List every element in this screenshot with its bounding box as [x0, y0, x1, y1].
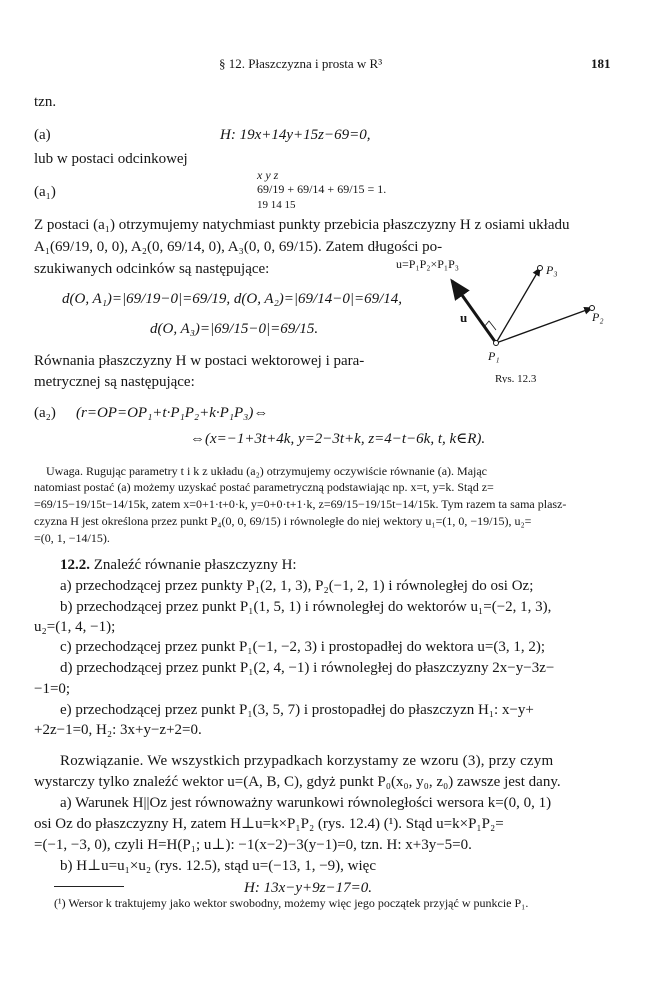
- exercise-d-line-1: d) przechodzącej przez punkt P₁(2, 4, −1) i równoległej do płaszczyzny 2x−y−3z−: [60, 660, 555, 676]
- note-line-5: =(0, 1, −14/15).: [34, 531, 110, 545]
- label-p3: P₃: [546, 263, 558, 277]
- vector-p1p2: [496, 308, 592, 343]
- solution-b-equation: H: 13x−y+9z−17=0.: [244, 880, 372, 896]
- paragraph-2-line-2: metrycznej są następujące:: [34, 374, 195, 390]
- exercise-e-line-2: +2z−1=0, H₂: 3x+y−z+2=0.: [34, 722, 202, 738]
- note-line-4: czyzna H jest określona przez punkt P₄(0, 0, 69/15) i równoległe do niej wektory u₁=(1, 0, −19/15), u₂=: [34, 514, 532, 528]
- exercise-title: Znaleźć równanie płaszczyzny H:: [93, 557, 297, 573]
- exercise-a: a) przechodzącej przez punkty P₁(2, 1, 3), P₂(−1, 2, 1) i równoległej do osi Oz;: [60, 578, 534, 594]
- exercise-b-line-1: b) przechodzącej przez punkt P₁(1, 5, 1) i równoległej do wektorów u₁=(−2, 1, 3),: [60, 599, 552, 615]
- solution-a-line-1: a) Warunek H||Oz jest równoważny warunkowi równoległości wersora k=(0, 0, 1): [60, 795, 552, 811]
- distance-equations-1: d(O, A₁)=|69/19−0|=69/19, d(O, A₂)=|69/14−0|=69/14,: [62, 291, 403, 307]
- exercise-c: c) przechodzącej przez punkt P₁(−1, −2, 3) i prostopadłej do wektora u=(3, 1, 2);: [60, 639, 546, 655]
- eq-a1-numerators: x y z: [257, 168, 279, 182]
- equation-a: H: 19x+14y+15z−69=0,: [220, 127, 371, 143]
- eq-a1-denominators: 19 14 15: [257, 199, 296, 211]
- eq-a-label: (a): [34, 127, 51, 143]
- distance-equation-3: d(O, A₃)=|69/15−0|=69/15.: [150, 321, 319, 337]
- solution-line-1: Rozwiązanie. We wszystkich przypadkach korzystamy ze wzoru (3), przy czym: [60, 753, 554, 769]
- paragraph-1-line-3: szukiwanych odcinków są następujące:: [34, 261, 270, 277]
- text-lub: lub w postaci odcinkowej: [34, 151, 188, 167]
- point-p3: [538, 266, 543, 271]
- exercise-d-line-2: −1=0;: [34, 681, 71, 697]
- running-title: § 12. Płaszczyzna i prosta w R³: [219, 56, 383, 71]
- paragraph-2-line-1: Równania płaszczyzny H w postaci wektorowej i para-: [34, 353, 365, 369]
- exercise-e-line-1: e) przechodzącej przez punkt P₁(3, 5, 7) i prostopadłej do płaszczyzn H₁: x−y+: [60, 702, 534, 718]
- paragraph-1-line-2: A₁(69/19, 0, 0), A₂(0, 69/14, 0), A₃(0, 0, 69/15). Zatem długości po-: [34, 239, 443, 255]
- label-u: u: [460, 310, 468, 325]
- eq-a1-label: (a₁): [34, 184, 56, 200]
- text-tzn: tzn.: [34, 94, 57, 110]
- footnote: (¹) Wersor k traktujemy jako wektor swobodny, możemy więc jego początek przyjąć w punkcie P₁.: [54, 896, 529, 910]
- note-line-2: natomiast postać (a) możemy uzyskać postać parametryczną podstawiając np. x=t, y=k. Stąd z=: [34, 480, 494, 494]
- vector-label: u=P₁P₂×P₁P₃: [396, 257, 459, 271]
- vector-u-arrow: [452, 281, 496, 343]
- note-line-1: Uwaga. Rugując parametry t i k z układu (a₂) otrzymujemy oczywiście równanie (a). Mając: [46, 464, 488, 478]
- solution-b-line-1: b) H⊥u=u₁×u₂ (rys. 12.5), stąd u=(−13, 1, −9), więc: [60, 858, 376, 874]
- label-p1: P₁: [488, 349, 500, 363]
- solution-a-line-2: osi Oz do płaszczyzny H, zatem H⊥u=k×P₁P₂ (rys. 12.4) (¹). Stąd u=k×P₁P₂=: [34, 816, 504, 832]
- page-number: 181: [591, 56, 611, 71]
- solution-a-line-3: =(−1, −3, 0), czyli H=H(P₁; u⊥): −1(x−2)−3(y−1)=0, tzn. H: x+3y−5=0.: [34, 837, 472, 853]
- point-p1: [494, 341, 499, 346]
- note-line-3: =69/15−19/15t−14/15k, zatem x=0+1·t+0·k, y=0+0·t+1·k, z=69/15−19/15t−14/15k. Tym razem ta sama plasz-: [34, 497, 567, 511]
- equation-a2-line-1: (r=OP=OP₁+t·P₁P₂+k·P₁P₃)⇔: [76, 405, 269, 421]
- equation-a2-line-2: ⇔(x=−1+3t+4k, y=2−3t+k, z=4−t−6k, t, k∈R).: [190, 431, 486, 447]
- eq-a1-body: 69/19 + 69/14 + 69/15 = 1.: [257, 182, 387, 196]
- label-p2: P₂: [592, 310, 604, 324]
- eq-a2-label: (a₂): [34, 405, 56, 421]
- paragraph-1-line-1: Z postaci (a₁) otrzymujemy natychmiast punkty przebicia płaszczyzny H z osiami układu: [34, 217, 570, 233]
- vector-p1p3: [496, 268, 540, 343]
- exercise-b-line-2: u₂=(1, 4, −1);: [34, 619, 116, 635]
- footnote-rule: [54, 886, 124, 887]
- figure-12-3: [392, 248, 627, 383]
- figure-caption: Rys. 12.3: [495, 373, 537, 383]
- solution-line-2: wystarczy tylko znaleźć wektor u=(A, B, C), gdyż punkt P₀(x₀, y₀, z₀) zawsze jest dany.: [34, 774, 561, 790]
- exercise-number: 12.2.: [60, 557, 90, 573]
